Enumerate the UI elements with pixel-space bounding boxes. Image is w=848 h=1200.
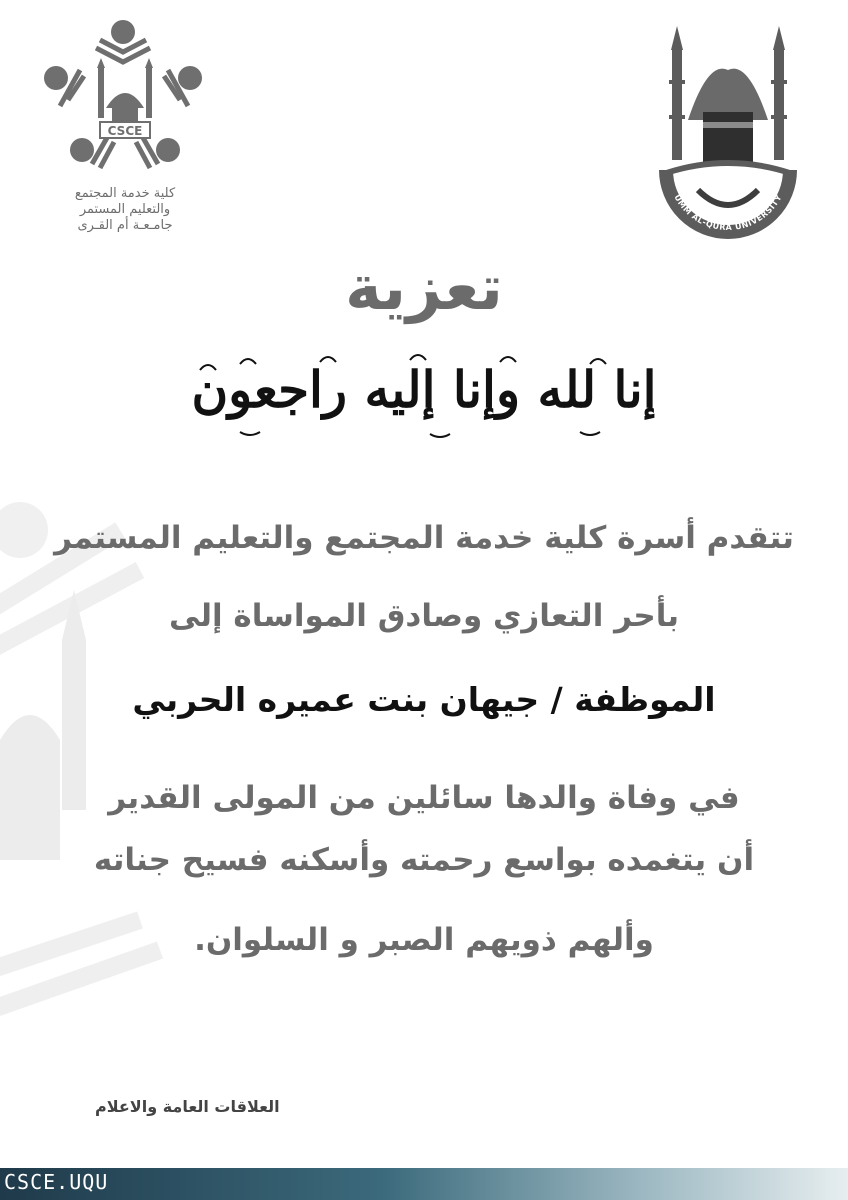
csce-logo bbox=[40, 18, 210, 233]
bottom-bar bbox=[0, 1168, 848, 1200]
calligraphy-ornament-icon bbox=[180, 340, 680, 440]
message-line-2: بأحر التعازي وصادق المواساة إلى bbox=[168, 598, 680, 634]
department-signature: العلاقات العامة والاعلام bbox=[95, 1097, 280, 1116]
employee-name-line: الموظفة / جيهان بنت عميره الحربي bbox=[132, 680, 716, 719]
message-line-6: وألهم ذويهم الصبر و السلوان. bbox=[194, 922, 654, 958]
watermark-emblem bbox=[0, 490, 190, 1050]
message-line-5: أن يتغمده بواسع رحمته وأسكنه فسيح جناته bbox=[93, 842, 755, 878]
quran-verse bbox=[0, 340, 848, 440]
uqu-seal-text: UMM AL-QURA UNIVERSITY bbox=[672, 193, 784, 233]
csce-name-line-3: جامـعـة أم القـرى bbox=[77, 218, 173, 233]
condolence-title: تعزية bbox=[345, 251, 503, 324]
quran-verse-text: إنا لله وإنا إليه راجعون bbox=[191, 360, 657, 419]
uqu-seal-logo bbox=[658, 20, 798, 240]
site-tag: CSCE.UQU bbox=[4, 1170, 109, 1194]
csce-name-line-1: كلية خدمة المجتمع bbox=[74, 186, 176, 201]
csce-emblem-text: CSCE bbox=[107, 124, 143, 138]
csce-name-line-2: والتعليم المستمر bbox=[79, 202, 171, 217]
message-line-1: تتقدم أسرة كلية خدمة المجتمع والتعليم المستمر bbox=[54, 520, 794, 556]
message-line-4: في وفاة والدها سائلين من المولى القدير bbox=[108, 780, 740, 816]
csce-name bbox=[40, 186, 210, 234]
csce-emblem-icon bbox=[40, 18, 210, 188]
